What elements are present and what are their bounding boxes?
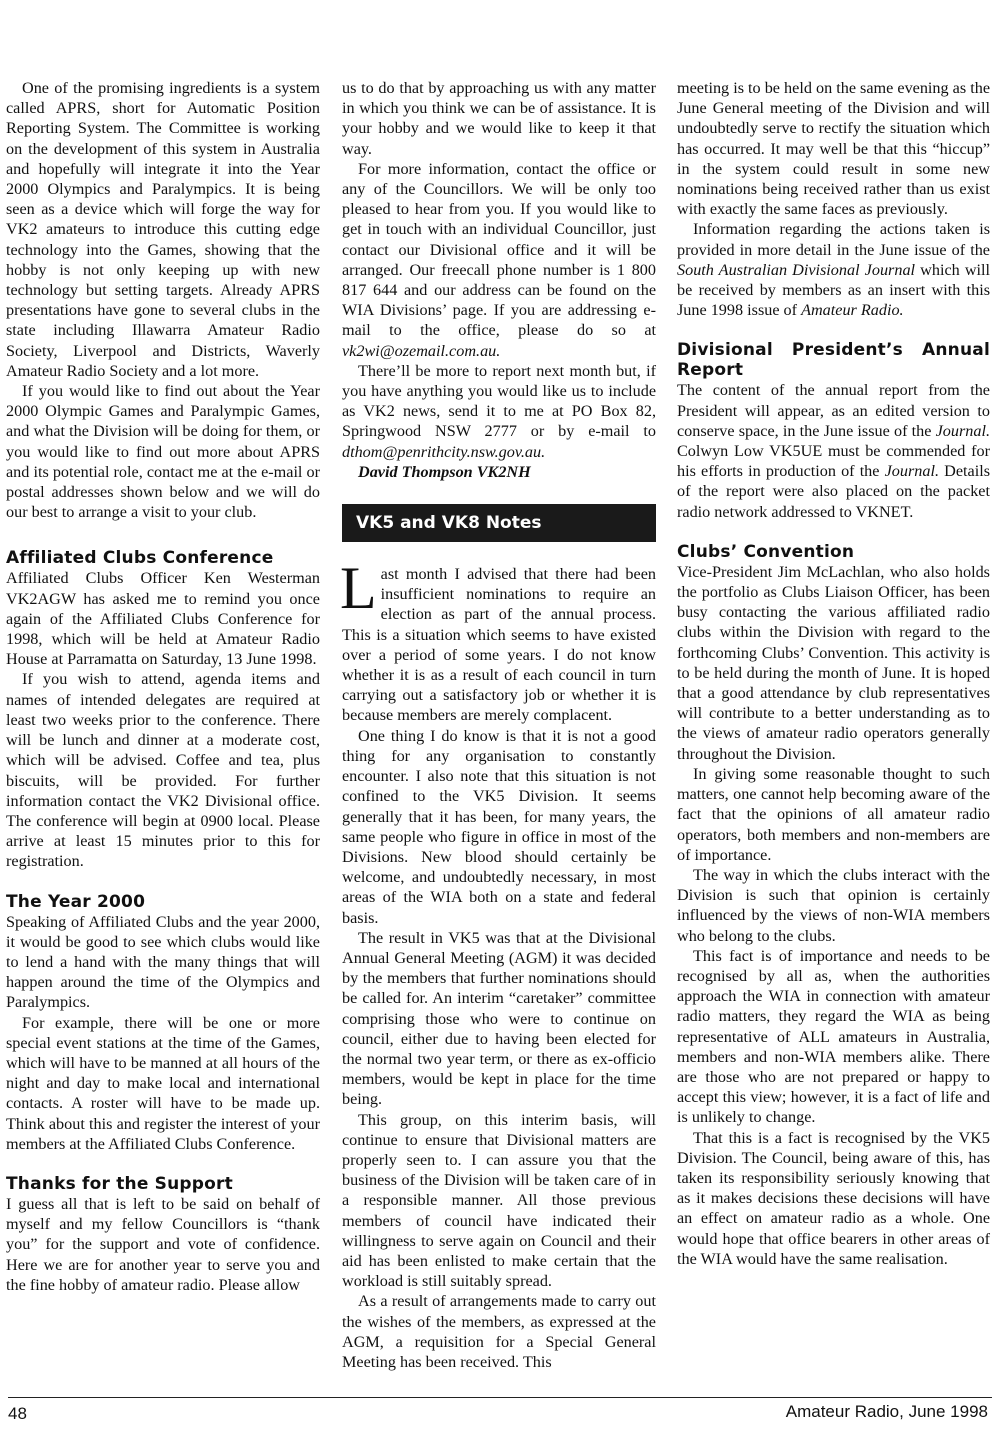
paragraph [677, 219, 990, 320]
paragraph: Affiliated Clubs Officer Ken Westerman VK2AGW has asked me to remind you once again of the Affiliated Clubs Conference for 1998, which will be held at Amateur Radio House at Parramatta on Saturday, 13 June 1998. [6, 569, 320, 669]
section-heading-affiliated-clubs: Affiliated Clubs Conference [6, 548, 274, 569]
paragraph-text: Details of the report were also placed on the packet radio network addressed to VKNET. [677, 462, 991, 521]
paragraph: If you wish to attend, agenda items and names of intended delegates are required at least two weeks prior to the conference. There will be lunch and dinner at a moderate cost, which will be advised. Coffee and tea, plus biscuits, will be provided. For further information contact the VK2 Divisional office. The conference will begin at 0900 local. Please arrive at least 15 minutes prior to this for registration. [6, 670, 320, 871]
column-3 [677, 78, 990, 1269]
journal-title: South Australian Divisional Journal [677, 260, 916, 279]
author-signature: David Thompson VK2NH [358, 462, 531, 481]
paragraph: us to do that by approaching us with any matter in which you think we can be of assistance. It is your hobby and we would like to keep it that way. [342, 79, 656, 158]
page-number: 48 [8, 1404, 27, 1423]
paragraph: As a result of arrangements made to carry out the wishes of the members, as expressed at the AGM, a requisition for a Special General Meeting has been received. This [342, 1292, 656, 1371]
publication-footer: Amateur Radio, June 1998 [785, 1402, 988, 1421]
paragraph: The way in which the clubs interact with the Division is such that opinion is certainly influenced by the views of non-WIA members who belong to the clubs. [677, 865, 990, 945]
paragraph: meeting is to be held on the same evening as the June General meeting of the Division and will undoubtedly serve to rectify the situation which has occurred. It may well be that this “hiccup” in the system could result in some new nominations being received rather than us exist with exactly the same faces as previously. [677, 79, 990, 219]
paragraph [342, 159, 656, 361]
column-1 [6, 78, 320, 1295]
paragraph: For example, there will be one or more special event stations at the time of the Games, which will have to be manned at all hours of the night and day to make local and international contacts. A roster will have to be made up. Think about this and register the interest of your members at the Affiliated Clubs Conference. [6, 1013, 320, 1153]
section-banner: VK5 and VK8 Notes [342, 504, 656, 542]
journal-title: Journal. [935, 421, 991, 440]
column-2 [342, 78, 656, 1372]
paragraph: Vice-President Jim McLachlan, who also holds the portfolio as Clubs Liaison Officer, has been busy contacting the various affiliated radio clubs within the Division with regard to the forthcoming Clubs’ Convention. This activity is to be held during the month of June. It is hoped that a good attendance by club representatives will contribute to a better understanding as to the views of amateur radio operators generally throughout the Division. [677, 562, 990, 763]
footer-divider [8, 1397, 992, 1398]
paragraph [342, 361, 656, 462]
paragraph-text: The content of the annual report from the President will appear, as an edited version to conserve space, in the June issue of the [677, 381, 990, 440]
paragraph: I guess all that is left to be said on behalf of myself and my fellow Councillors is “thank you” for the support and vote of confidence. Here we are for another year to serve you and the fine hobby of amateur radio. Please allow [6, 1194, 320, 1294]
paragraph: In giving some reasonable thought to such matters, one cannot help becoming aware of the fact that the opinions of all amateur radio operators, both members and non-members are of importance. [677, 764, 990, 864]
paragraph-text: Colwyn Low VK5UE must be commended for his efforts in production of the [677, 442, 990, 481]
email-address: vk2wi@ozemail.com.au. [342, 341, 501, 360]
paragraph: One thing I do know is that it is not a good thing for any organisation to constantly encounter. I also note that this situation is not confined to the VK5 Division. It seems generally that it has been, for many years, the same people who figure in office in most of the Divisions. New blood should certainly be welcome, and undoubtedly necessary, in most areas of the WIA both on a state and federal basis. [342, 726, 656, 927]
drop-cap: L [340, 555, 377, 622]
paragraph: That this is a fact is recognised by the VK5 Division. The Council, being aware of this, has taken its responsibility seriously knowing that as it makes decisions these decisions will have an effect on amateur radio as a whole. One would hope that office bearers in other areas of the WIA would have the same realisation. [677, 1128, 990, 1268]
paragraph-text: ast month I advised that there had been insufficient nominations to require an election as part of the annual process. This is a situation which seems to have existed over a period of some years. I do not know whether it is as a result of each council in turn carrying out a satisfactory job or whether it is because members are merely complacent. [342, 565, 656, 725]
journal-title: Journal. [884, 462, 940, 481]
paragraph: This fact is of importance and needs to be recognised by all as, when the authorities approach the WIA in connection with amateur radio matters, they regard the WIA as being representative of ALL amateurs in Australia, members and non-WIA members alike. There are those who are not prepared or happy to accept this view; however, it is a fact of life and is unlikely to change. [677, 946, 990, 1127]
paragraph: This group, on this interim basis, will continue to ensure that Divisional matters are properly seen to. I can assure you that the business of the Division will be taken care of in a responsible manner. All those previous members of council have indicated their willingness to serve again on Council and their aid has been enlisted to make certain that the workload is still suitably spread. [342, 1110, 656, 1291]
section-heading-year-2000: The Year 2000 [6, 891, 146, 912]
paragraph-text: There’ll be more to report next month but, if you have anything you would like us to include as VK2 news, send it to me at PO Box 82, Springwood NSW 2777 or by e-mail to [342, 361, 656, 441]
paragraph-text: which will be received by members as an insert with this June 1998 issue of [677, 260, 990, 320]
paragraph-text: Information regarding the actions taken is provided in more detail in the June issue of the [677, 220, 990, 259]
email-address: dthom@penrithcity.nsw.gov.au. [342, 442, 546, 461]
paragraph: The result in VK5 was that at the Divisional Annual General Meeting (AGM) it was decided by the members that further nominations should be called for. An interim “caretaker” committee comprising those who were to continue on council, either due to having been elected for the normal two year term, or there as ex-officio members, would be kept in place for the time being. [342, 928, 656, 1109]
paragraph: Speaking of Affiliated Clubs and the year 2000, it would be good to see which clubs would like to lend a hand with the many things that will happen around the time of the Olympics and Paralympics. [6, 912, 320, 1012]
paragraph: If you would like to find out about the Year 2000 Olympic Games and Paralympic Games, and what the Division will be doing for them, or you would like to find out more about APRS and its potential role, contact me at the e-mail or postal addresses shown below and we will do our best to arrange a visit to your club. [6, 382, 320, 522]
paragraph-text: For more information, contact the office or any of the Councillors. We will be only too pleased to hear from you. If you would like to get in touch with an individual Councillor, just contact our Divisional office and it will be arranged. Our freecall phone number is 1 800 817 644 and our address can be found on the WIA Divisions’ page. If you are addressing e-mail to the office, please do so at [342, 159, 656, 340]
magazine-title: Amateur Radio. [801, 301, 904, 320]
section-heading-thanks: Thanks for the Support [6, 1173, 233, 1194]
section-heading-president-report: Divisional President’s Annual Report [677, 340, 990, 381]
section-heading-clubs-convention: Clubs’ Convention [677, 541, 855, 562]
paragraph [677, 380, 990, 521]
paragraph [340, 555, 656, 726]
paragraph: One of the promising ingredients is a system called APRS, short for Automatic Position Reporting System. The Committee is working on the development of this system in Australia and hopefully will integrate it into the Year 2000 Olympics and Paralympics. It is being seen as a device which will forge the way for VK2 amateurs to introduce this cutting edge technology into the Games, showing that the hobby is not only keeping up with new technology but setting targets. Already APRS presentations have gone to several clubs in the state including Illawarra Amateur Radio Society, Liverpool and Districts, Waverly Amateur Radio Society and a lot more. [6, 79, 320, 380]
